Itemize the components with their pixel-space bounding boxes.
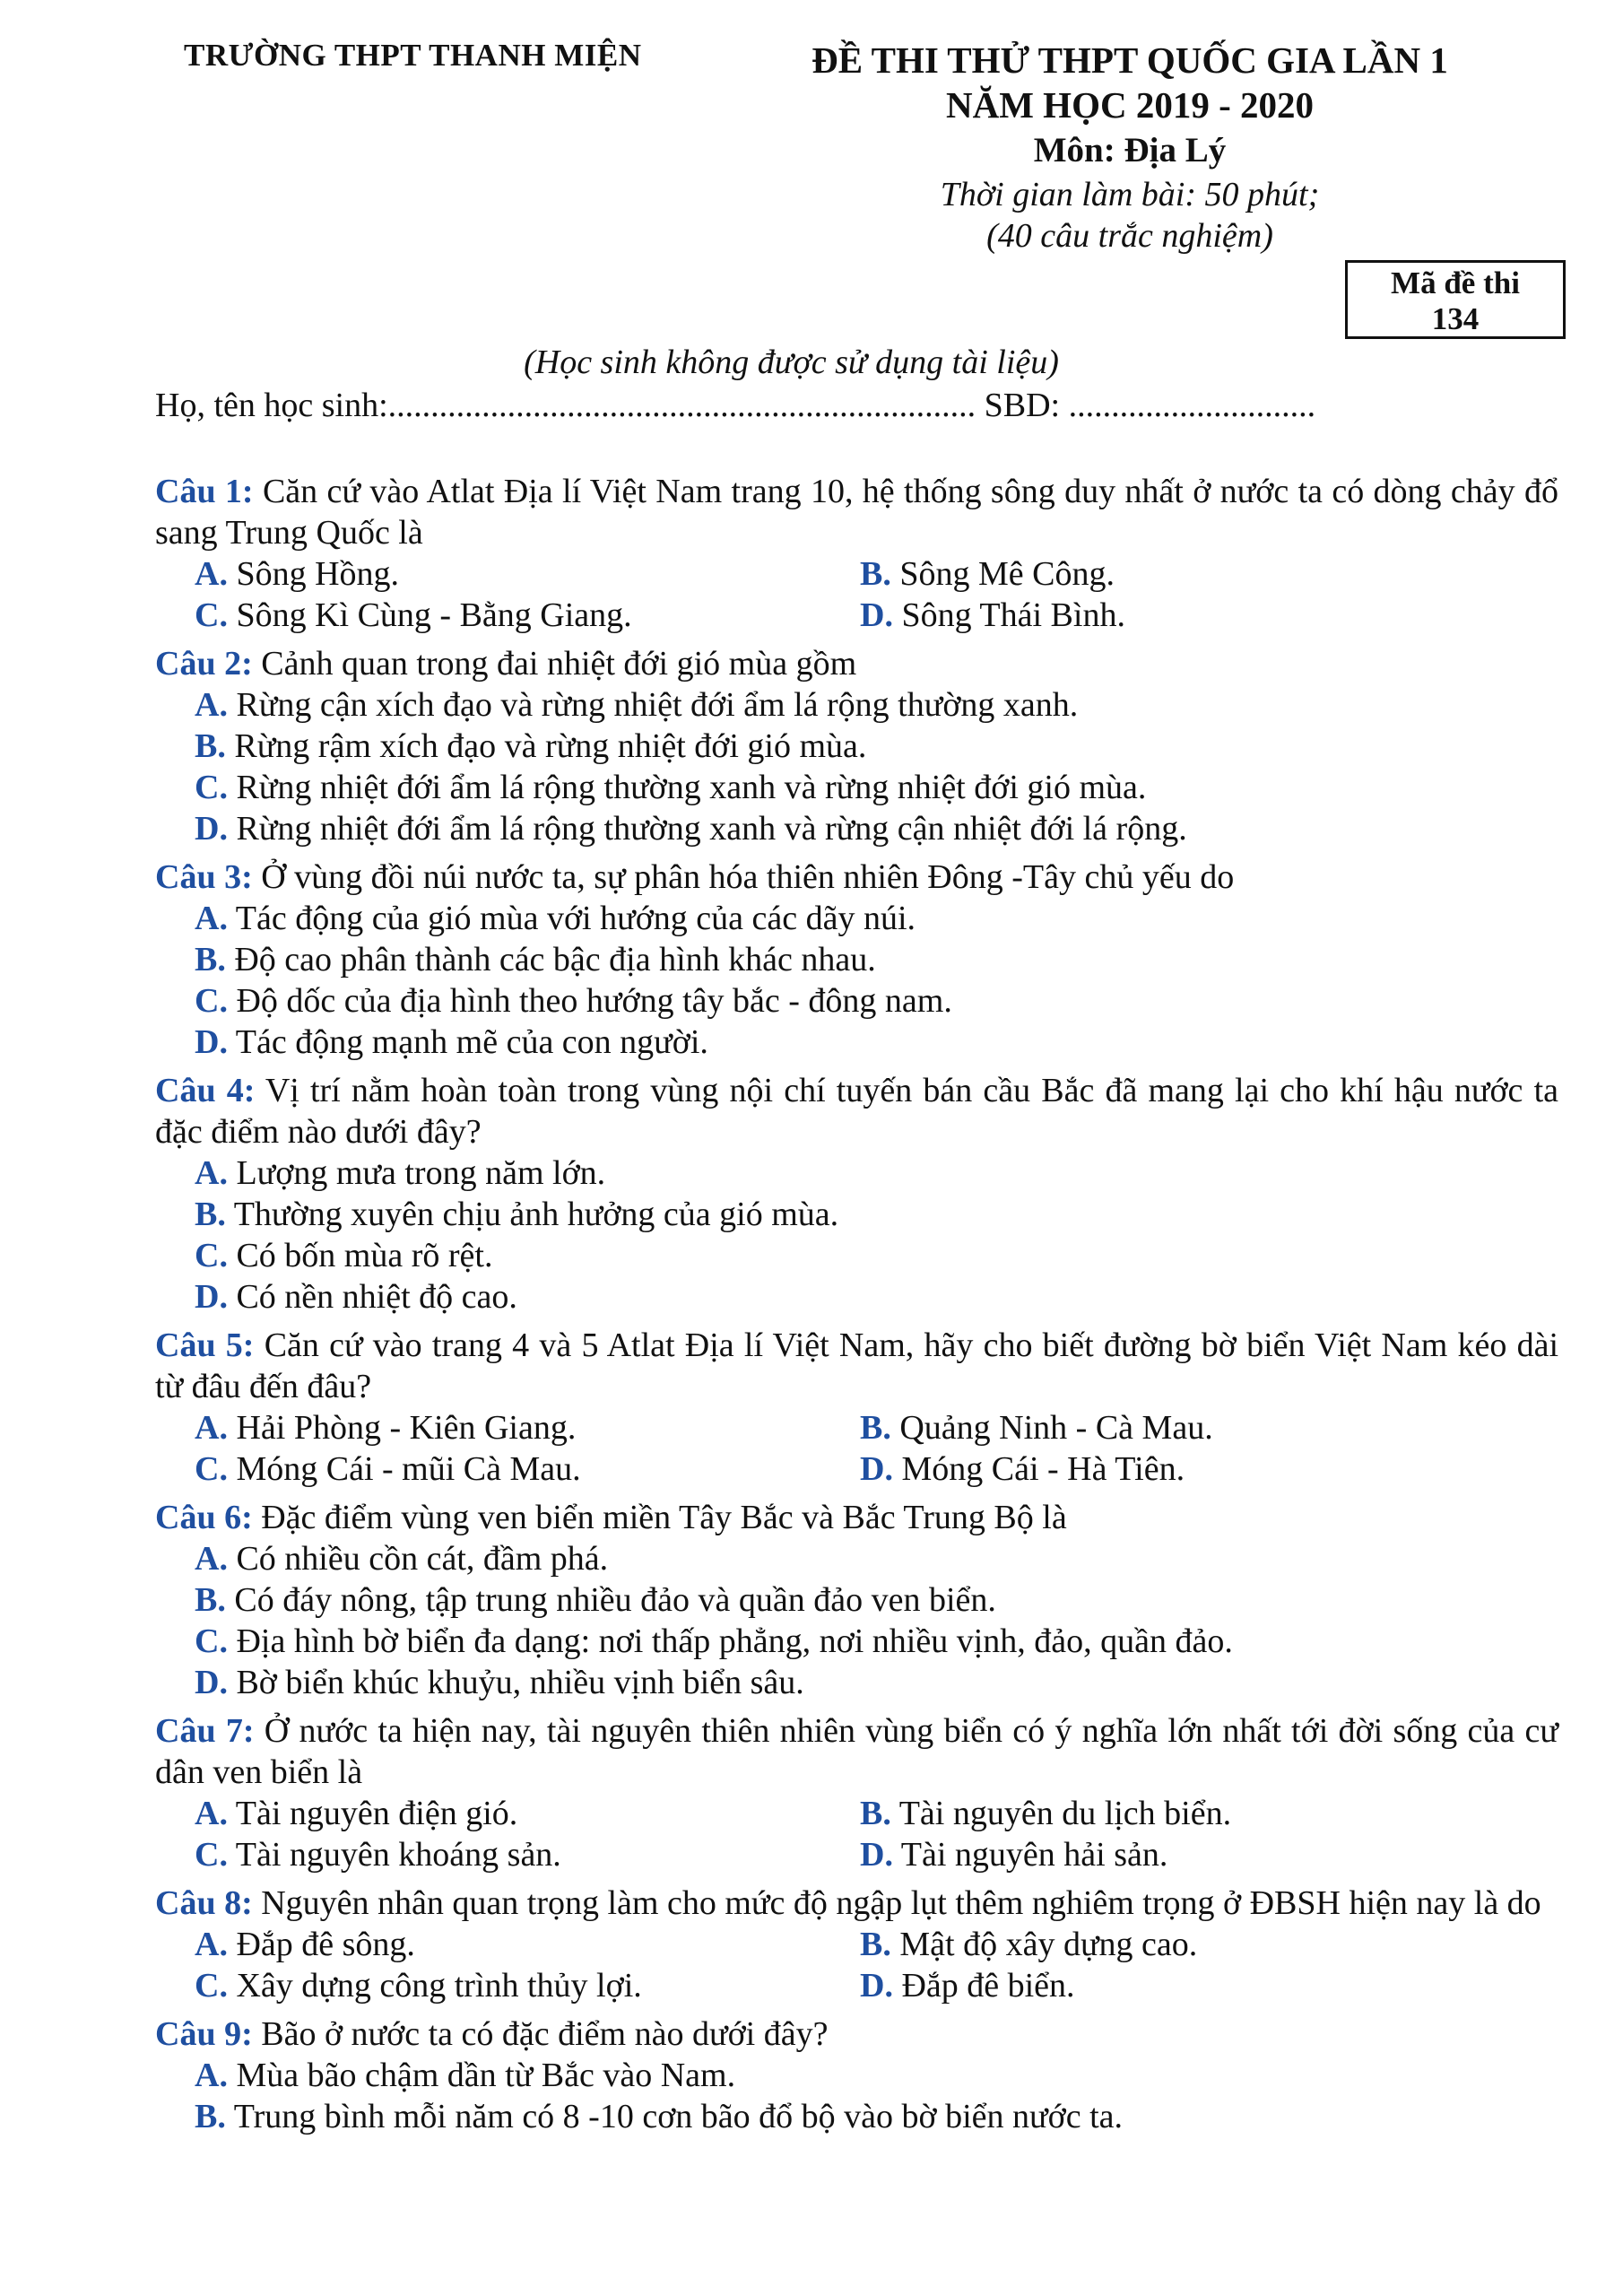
exam-note-text: (Học sinh không được sử dụng tài liệu) — [524, 344, 1059, 381]
option-text: Rừng nhiệt đới ẩm lá rộng thường xanh và rừng cận nhiệt đới lá rộng. — [236, 810, 1187, 848]
question-text-line — [155, 1710, 1558, 1793]
question-text-line — [155, 471, 1558, 553]
question-label: Câu 2: — [155, 645, 253, 683]
question-text: Căn cứ vào trang 4 và 5 Atlat Địa lí Việt Nam, hãy cho biết đường bờ biển Việt Nam kéo dài từ đâu đến đâu? — [155, 1326, 1559, 1405]
option-label: C. — [195, 1836, 228, 1874]
option-text: Lượng mưa trong năm lớn. — [236, 1154, 606, 1192]
option-text: Tác động mạnh mẽ của con người. — [235, 1023, 708, 1061]
option-label: C. — [195, 1622, 228, 1660]
answer-options — [155, 1407, 1558, 1490]
answer-option — [195, 684, 1558, 726]
answer-options — [155, 1924, 1558, 2006]
option-row — [195, 595, 1558, 636]
question-text-line — [155, 643, 1558, 684]
option-label: C. — [195, 1450, 228, 1488]
answer-option — [195, 898, 1558, 939]
option-label: C. — [195, 769, 228, 806]
answer-option — [195, 1235, 1558, 1276]
option-label: D. — [195, 1664, 228, 1701]
option-label: A. — [195, 686, 228, 724]
option-label: D. — [195, 1023, 228, 1061]
question-text-line — [155, 1325, 1558, 1407]
option-label: C. — [195, 1967, 228, 2005]
question-label: Câu 7: — [155, 1712, 255, 1750]
option-text: Đắp đê biển. — [901, 1967, 1075, 2005]
answer-option — [195, 767, 1558, 808]
question — [155, 857, 1558, 1063]
answer-option — [195, 980, 1558, 1022]
option-text: Tài nguyên hải sản. — [900, 1836, 1168, 1874]
option-text: Tài nguyên du lịch biển. — [898, 1795, 1232, 1832]
answer-option — [195, 1793, 860, 1834]
answer-option — [195, 939, 1558, 980]
option-label: A. — [195, 1926, 228, 1963]
option-text: Trung bình mỗi năm có 8 -10 cơn bão đổ bộ vào bờ biển nước ta. — [233, 2098, 1124, 2135]
option-text: Có đáy nông, tập trung nhiều đảo và quần đảo ven biển. — [234, 1581, 996, 1619]
question — [155, 1325, 1558, 1490]
answer-option — [860, 595, 1125, 636]
exam-note — [0, 343, 1623, 382]
option-label: B. — [195, 1581, 226, 1619]
option-text: Tài nguyên khoáng sản. — [235, 1836, 561, 1874]
question-text: Ở nước ta hiện nay, tài nguyên thiên nhiên vùng biển có ý nghĩa lớn nhất tới đời sống của cư dân ven biển là — [155, 1712, 1558, 1791]
option-row — [195, 1834, 1558, 1875]
question-text: Nguyên nhân quan trọng làm cho mức độ ngập lụt thêm nghiêm trọng ở ĐBSH hiện nay là do — [261, 1884, 1541, 1922]
question-label: Câu 4: — [155, 1072, 256, 1109]
student-info-line: Họ, tên học sinh:..................................................................... SBD: ............................. — [155, 387, 1316, 424]
option-label: C. — [195, 596, 228, 634]
option-label: A. — [195, 555, 228, 593]
answer-option — [195, 1448, 860, 1490]
question-text: Ở vùng đồi núi nước ta, sự phân hóa thiên nhiên Đông -Tây chủ yếu do — [261, 858, 1235, 896]
option-label: A. — [195, 1409, 228, 1447]
answer-option — [195, 1407, 860, 1448]
answer-option — [195, 595, 860, 636]
question-text-line — [155, 1883, 1558, 1924]
question-label: Câu 3: — [155, 858, 253, 896]
answer-option — [195, 1834, 860, 1875]
option-text: Sông Thái Bình. — [901, 596, 1125, 634]
question — [155, 1883, 1558, 2006]
option-label: A. — [195, 1795, 228, 1832]
option-text: Có bốn mùa rõ rệt. — [236, 1237, 493, 1274]
option-label: A. — [195, 1540, 228, 1578]
exam-code-label: Mã đề thi — [1391, 265, 1520, 300]
option-row — [195, 1793, 1558, 1834]
option-text: Móng Cái - Hà Tiên. — [901, 1450, 1185, 1488]
question — [155, 1710, 1558, 1875]
exam-code-box — [1345, 260, 1566, 339]
question-text: Căn cứ vào Atlat Địa lí Việt Nam trang 10, hệ thống sông duy nhất ở nước ta có dòng chảy đổ sang Trung Quốc là — [155, 473, 1559, 552]
exam-title: ĐỀ THI THỬ THPT QUỐC GIA LẦN 1 — [812, 39, 1448, 81]
answer-option — [195, 1538, 1558, 1579]
question-text-line — [155, 857, 1558, 898]
answer-options — [155, 1793, 1558, 1875]
option-label: B. — [195, 727, 226, 765]
answer-options — [155, 898, 1558, 1063]
question — [155, 1070, 1558, 1318]
answer-option — [860, 1407, 1213, 1448]
answer-option — [195, 1662, 1558, 1703]
option-text: Sông Hồng. — [236, 555, 400, 593]
option-text: Móng Cái - mũi Cà Mau. — [236, 1450, 581, 1488]
option-text: Bờ biển khúc khuỷu, nhiều vịnh biển sâu. — [236, 1664, 804, 1701]
option-label: B. — [195, 1196, 226, 1233]
question-text: Cảnh quan trong đai nhiệt đới gió mùa gồm — [261, 645, 857, 683]
option-label: D. — [860, 1967, 893, 2005]
option-text: Rừng nhiệt đới ẩm lá rộng thường xanh và rừng nhiệt đới gió mùa. — [236, 769, 1147, 806]
answer-option — [860, 1793, 1231, 1834]
answer-option — [195, 1022, 1558, 1063]
option-text: Có nhiều cồn cát, đầm phá. — [236, 1540, 609, 1578]
question — [155, 1497, 1558, 1703]
option-text: Xây dựng công trình thủy lợi. — [236, 1967, 642, 2005]
answer-option — [195, 2055, 1558, 2096]
answer-option — [195, 1965, 860, 2006]
option-label: A. — [195, 2057, 228, 2094]
option-text: Quảng Ninh - Cà Mau. — [899, 1409, 1213, 1447]
school-year: NĂM HỌC 2019 - 2020 — [946, 84, 1314, 126]
option-text: Đắp đê sông. — [236, 1926, 415, 1963]
exam-time: Thời gian làm bài: 50 phút; — [940, 176, 1320, 213]
question-label: Câu 8: — [155, 1884, 253, 1922]
question-label: Câu 1: — [155, 473, 254, 510]
option-label: B. — [860, 1795, 891, 1832]
option-row — [195, 1965, 1558, 2006]
option-text: Rừng rậm xích đạo và rừng nhiệt đới gió mùa. — [234, 727, 867, 765]
answer-options — [155, 1152, 1558, 1318]
question — [155, 2013, 1558, 2137]
question-text-line — [155, 1497, 1558, 1538]
option-text: Địa hình bờ biển đa dạng: nơi thấp phẳng, nơi nhiều vịnh, đảo, quần đảo. — [236, 1622, 1233, 1660]
answer-option — [195, 553, 860, 595]
answer-option — [860, 1834, 1167, 1875]
answer-options — [155, 2055, 1558, 2137]
answer-option — [860, 1965, 1075, 2006]
option-text: Rừng cận xích đạo và rừng nhiệt đới ẩm lá rộng thường xanh. — [236, 686, 1079, 724]
question-label: Câu 5: — [155, 1326, 255, 1364]
option-label: B. — [860, 555, 891, 593]
answer-option — [860, 1448, 1185, 1490]
option-text: Tác động của gió mùa với hướng của các dãy núi. — [235, 900, 916, 937]
option-text: Hải Phòng - Kiên Giang. — [236, 1409, 577, 1447]
option-text: Độ cao phân thành các bậc địa hình khác nhau. — [234, 941, 876, 978]
option-text: Mật độ xây dựng cao. — [899, 1926, 1198, 1963]
option-label: B. — [860, 1926, 891, 1963]
answer-options — [155, 553, 1558, 636]
option-label: D. — [195, 1278, 228, 1316]
question-text-line — [155, 2013, 1558, 2055]
answer-option — [195, 1276, 1558, 1318]
option-text: Sông Mê Công. — [899, 555, 1115, 593]
option-text: Mùa bão chậm dần từ Bắc vào Nam. — [236, 2057, 736, 2094]
answer-option — [195, 1579, 1558, 1621]
option-label: C. — [195, 1237, 228, 1274]
question-count: (40 câu trắc nghiệm) — [986, 217, 1273, 255]
answer-option — [195, 808, 1558, 849]
option-label: C. — [195, 982, 228, 1020]
question-label: Câu 6: — [155, 1499, 253, 1536]
exam-header — [744, 38, 1515, 257]
option-text: Có nền nhiệt độ cao. — [236, 1278, 517, 1316]
option-label: D. — [860, 1836, 893, 1874]
option-text: Tài nguyên điện gió. — [235, 1795, 518, 1832]
answer-option — [195, 726, 1558, 767]
option-label: B. — [195, 2098, 226, 2135]
question-text: Vị trí nằm hoàn toàn trong vùng nội chí tuyến bán cầu Bắc đã mang lại cho khí hậu nước ta đặc điểm nào dưới đây? — [155, 1072, 1558, 1151]
school-name: TRƯỜNG THPT THANH MIỆN — [184, 38, 642, 73]
question — [155, 643, 1558, 849]
option-label: B. — [860, 1409, 891, 1447]
option-label: D. — [860, 1450, 893, 1488]
option-text: Sông Kì Cùng - Bằng Giang. — [236, 596, 632, 634]
answer-options — [155, 684, 1558, 849]
question-text-line — [155, 1070, 1558, 1152]
answer-option — [195, 1194, 1558, 1235]
option-label: A. — [195, 900, 228, 937]
option-row — [195, 553, 1558, 595]
option-text: Thường xuyên chịu ảnh hưởng của gió mùa. — [233, 1196, 839, 1233]
answer-option — [195, 1152, 1558, 1194]
option-row — [195, 1448, 1558, 1490]
answer-option — [860, 553, 1115, 595]
answer-option — [860, 1924, 1197, 1965]
question — [155, 471, 1558, 636]
option-label: D. — [195, 810, 228, 848]
option-text: Độ dốc của địa hình theo hướng tây bắc - đông nam. — [236, 982, 952, 1020]
option-row — [195, 1924, 1558, 1965]
question-text: Đặc điểm vùng ven biển miền Tây Bắc và Bắc Trung Bộ là — [261, 1499, 1067, 1536]
question-label: Câu 9: — [155, 2015, 253, 2053]
option-label: B. — [195, 941, 226, 978]
answer-option — [195, 2096, 1558, 2137]
answer-options — [155, 1538, 1558, 1703]
answer-option — [195, 1924, 860, 1965]
subject: Môn: Địa Lý — [1033, 131, 1227, 170]
option-row — [195, 1407, 1558, 1448]
question-list — [155, 471, 1558, 2144]
answer-option — [195, 1621, 1558, 1662]
option-label: A. — [195, 1154, 228, 1192]
exam-code-value: 134 — [1431, 301, 1480, 336]
question-text: Bão ở nước ta có đặc điểm nào dưới đây? — [261, 2015, 829, 2053]
option-label: D. — [860, 596, 893, 634]
